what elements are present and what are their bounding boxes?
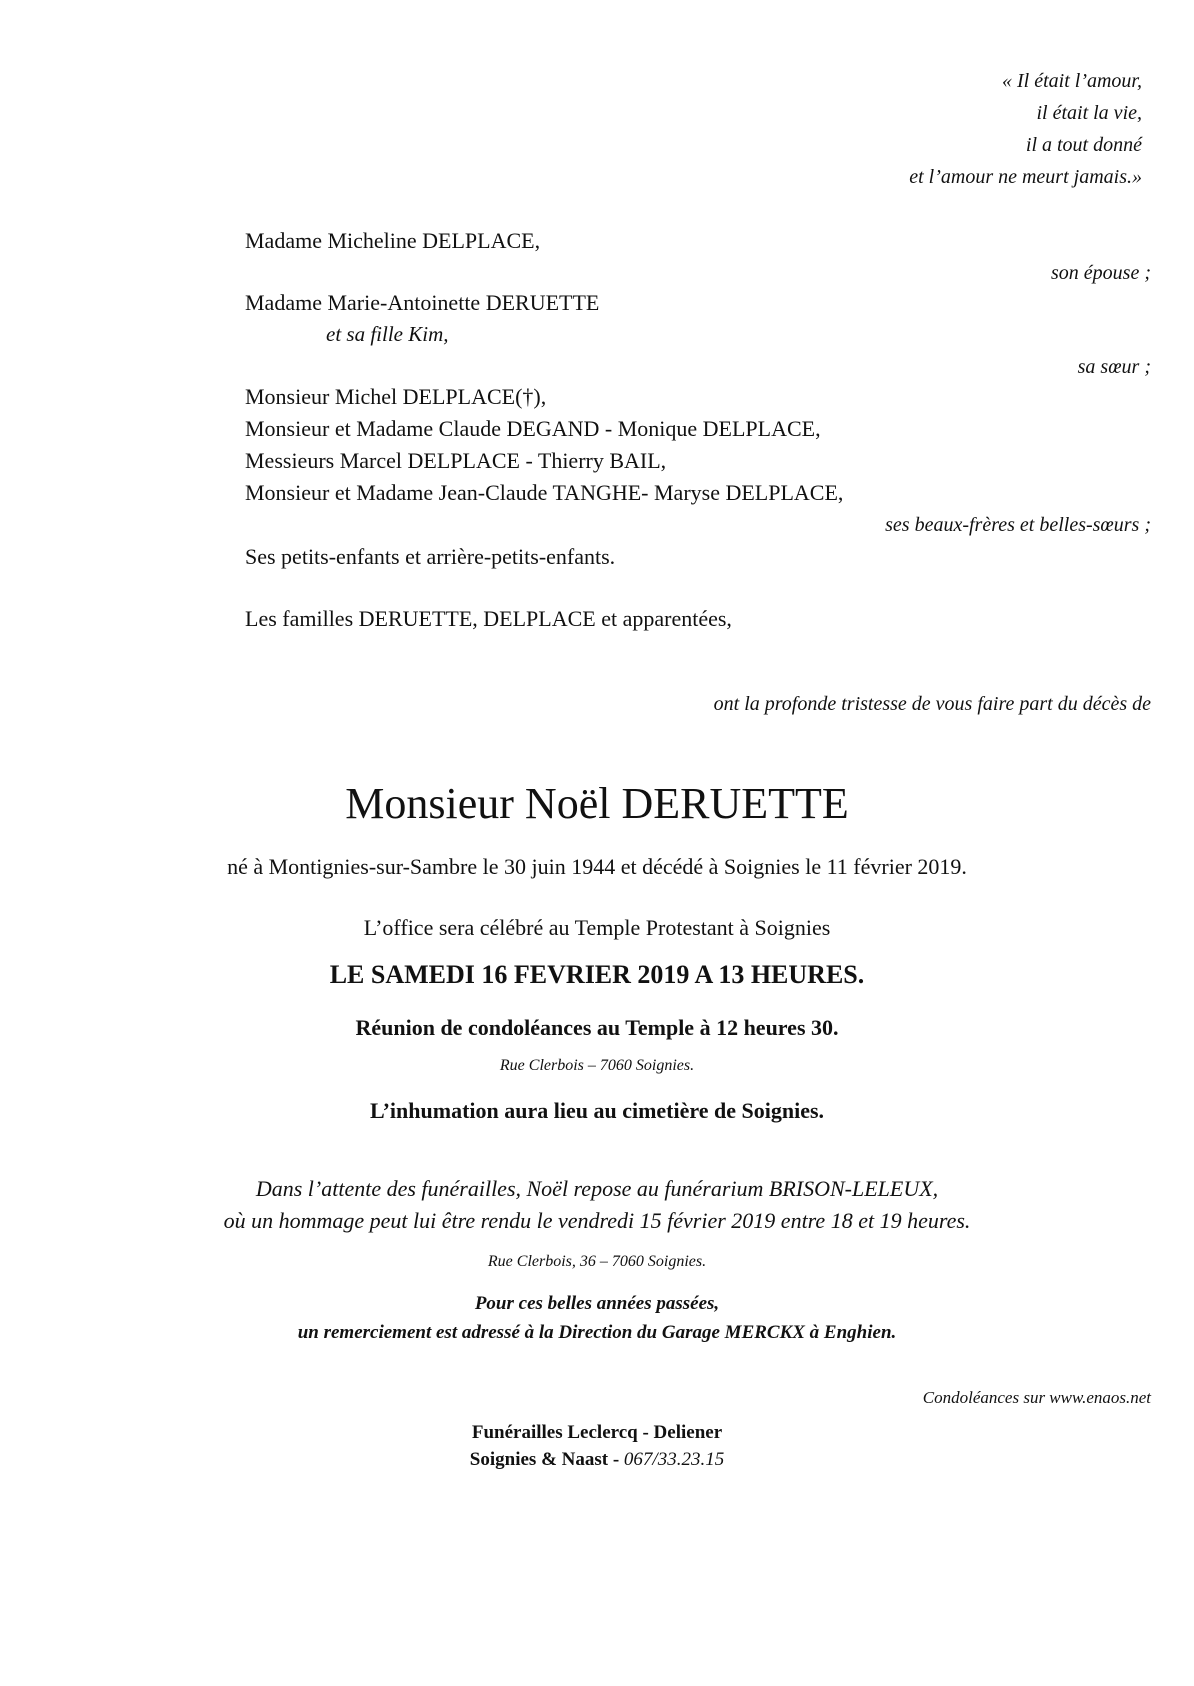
families: Les familles DERUETTE, DELPLACE et apparentées, [245,606,732,631]
inlaw-name: Messieurs Marcel DELPLACE - Thierry BAIL, [245,448,667,473]
funerarium-line: Dans l’attente des funérailles, Noël repose au funérarium BRISON-LELEUX, [255,1176,939,1201]
grandchildren: Ses petits-enfants et arrière-petits-enfants. [245,544,616,569]
inlaws-role: ses beaux-frères et belles-sœurs ; [885,514,1151,536]
funerarium-address: Rue Clerbois, 36 – 7060 Soignies. [487,1253,707,1270]
quote-line: il a tout donné [1025,134,1142,156]
sister-daughter: et sa fille Kim, [326,322,449,346]
funeral-home-phone: 067/33.23.15 [623,1449,725,1470]
funeral-home-contact [0,1449,1194,1471]
online-condolences: Condoléances sur www.enaos.net [922,1388,1151,1407]
inlaw-name: Monsieur Michel DELPLACE(†), [245,384,547,409]
quote-line: et l’amour ne meurt jamais.» [909,166,1142,188]
deceased-dates: né à Montignies-sur-Sambre le 30 juin 1944 et décédé à Soignies le 11 février 2019. [227,854,967,879]
sister-name: Madame Marie-Antoinette DERUETTE [245,290,600,315]
burial-info: L’inhumation aura lieu au cimetière de Soignies. [369,1098,825,1123]
quote-line: « Il était l’amour, [1002,70,1142,92]
thanks-line: Pour ces belles années passées, [474,1293,720,1314]
spouse-role: son épouse ; [1051,262,1151,284]
inlaw-name: Monsieur et Madame Claude DEGAND - Monique DELPLACE, [245,416,821,441]
funerarium-line: où un hommage peut lui être rendu le vendredi 15 février 2019 entre 18 et 19 heures. [223,1208,971,1233]
temple-address: Rue Clerbois – 7060 Soignies. [499,1057,695,1074]
spouse-name: Madame Micheline DELPLACE, [245,228,541,253]
announcement: ont la profonde tristesse de vous faire part du décès de [713,693,1151,715]
inlaw-name: Monsieur et Madame Jean-Claude TANGHE- Maryse DELPLACE, [245,480,844,505]
sister-role: sa sœur ; [1077,356,1151,378]
funeral-home-location: Soignies & Naast - [469,1449,624,1470]
ceremony-datetime: LE SAMEDI 16 FEVRIER 2019 A 13 HEURES. [329,960,865,989]
deceased-name: Monsieur Noël DERUETTE [345,779,849,828]
funeral-home-name: Funérailles Leclercq - Deliener [471,1422,723,1443]
thanks-line: un remerciement est adressé à la Direction du Garage MERCKX à Enghien. [297,1322,897,1343]
quote-line: il était la vie, [1036,102,1142,124]
condolences-meeting: Réunion de condoléances au Temple à 12 heures 30. [355,1015,839,1040]
office-location: L’office sera célébré au Temple Protestant à Soignies [363,915,831,940]
